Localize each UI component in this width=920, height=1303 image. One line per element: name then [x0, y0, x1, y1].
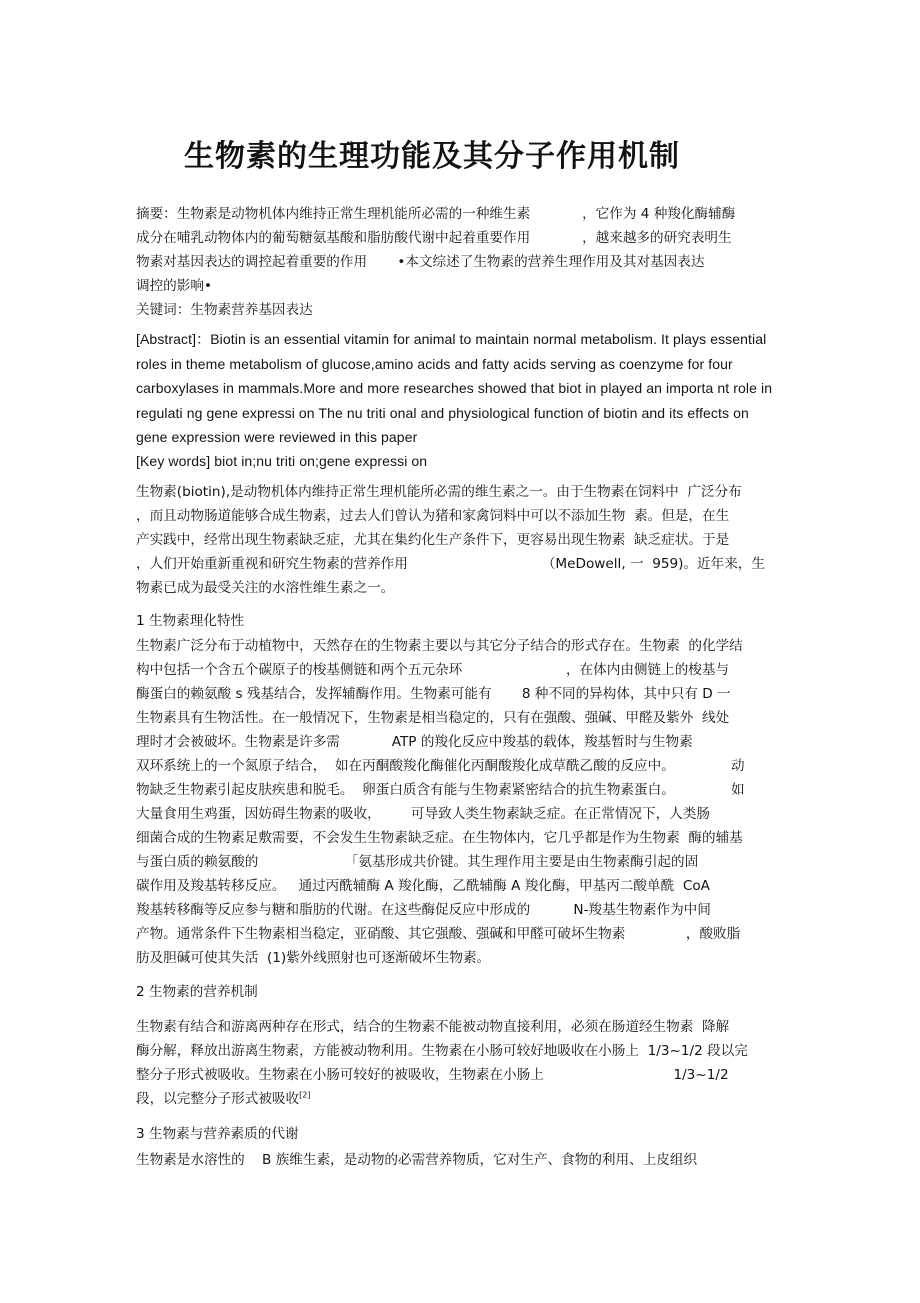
section-1-line: 物缺乏生物素引起皮肤疾患和脱毛。 卵蛋白质含有能与生物素紧密结合的抗生物素蛋白。 如 [136, 782, 745, 798]
intro-line: ，人们开始重新重视和研究生物素的营养作用 （MeDowell, 一 959)。近年来，生 [136, 556, 766, 572]
section-1-line: 细菌合成的生物素足敷需要，不会发生生物素缺乏症。在生物体内，它几乎都是作为生物素 酶的辅基 [136, 830, 743, 846]
section-3-line: 生物素是水溶性的 B 族维生素，是动物的必需营养物质，它对生产、食物的利用、上皮组织 [136, 1152, 698, 1168]
citation-2[interactable]: [2] [299, 1090, 311, 1100]
abstract-cn-line: 摘要：生物素是动物机体内维持正常生理机能所必需的一种维生素 ，它作为 4 种羧化酶辅酶 [136, 206, 736, 222]
abstract-cn-line: 物素对基因表达的调控起着重要的作用 •本文综述了生物素的营养生理作用及其对基因表达 [136, 254, 705, 270]
section-2-line: 酶分解，释放出游离生物素，方能被动物利用。生物素在小肠可较好地吸收在小肠上 1/3~1/2 段以完 [136, 1043, 748, 1059]
intro-line: ，而且动物肠道能够合成生物素，过去人们曾认为猪和家禽饲料中可以不添加生物 素。但是，在生 [136, 508, 730, 524]
abstract-en-line: gene expression were reviewed in this paper [136, 429, 418, 445]
intro-line: 物素已成为最受关注的水溶性维生素之一。 [136, 580, 395, 596]
section-1-line: 肪及胆碱可使其失活 (1)紫外线照射也可逐渐破坏生物素。 [136, 950, 491, 966]
section-2-line-last [136, 1090, 310, 1108]
keywords-cn: 关键词：生物素营养基因表达 [136, 302, 313, 318]
intro-line: 生物素(biotin),是动物机体内维持正常生理机能所必需的维生素之一。由于生物素在饲料中 广泛分布 [136, 484, 742, 500]
section-1-line: 大量食用生鸡蛋，因妨碍生物素的吸收， 可导致人类生物素缺乏症。在正常情况下，人类肠 [136, 806, 710, 822]
page-title: 生物素的生理功能及其分子作用机制 [184, 139, 680, 174]
section-2-heading: 2 生物素的营养机制 [136, 984, 258, 1000]
section-1-line: 产物。通常条件下生物素相当稳定，亚硝酸、其它强酸、强碱和甲醛可破坏生物素 ，酸败脂 [136, 926, 741, 942]
abstract-cn-line: 成分在哺乳动物体内的葡萄糖氨基酸和脂肪酸代谢中起着重要作用 ，越来越多的研究表明生 [136, 230, 732, 246]
section-1-line: 酶蛋白的赖氨酸 s 残基结合，发挥辅酶作用。生物素可能有 8 种不同的异构体，其中只有 D 一 [136, 686, 731, 702]
section-1-line: 双环系统上的一个氮原子结合， 如在丙酮酸羧化酶催化丙酮酸羧化成草酰乙酸的反应中。 动 [136, 758, 745, 774]
section-1-line: 生物素具有生物活性。在一般情况下，生物素是相当稳定的，只有在强酸、强碱、甲醛及紫外 线处 [136, 710, 730, 726]
abstract-en-line: carboxylases in mammals.More and more researches showed that biot in played an importa nt role in [136, 380, 773, 396]
section-1-line: 碳作用及羧基转移反应。 通过丙酰辅酶 A 羧化酶，乙酰辅酶 A 羧化酶，甲基丙二酸单酰 CoA [136, 878, 710, 894]
keywords-en: [Key words] biot in;nu triti on;gene expressi on [136, 453, 428, 469]
section-1-line: 理时才会被破坏。生物素是许多需 ATP 的羧化反应中羧基的载体，羧基暂时与生物素 [136, 734, 693, 750]
section-2-line: 生物素有结合和游离两种存在形式，结合的生物素不能被动物直接利用，必须在肠道经生物素 降解 [136, 1019, 730, 1035]
section-1-heading: 1 生物素理化特性 [136, 613, 245, 629]
intro-line: 产实践中，经常出现生物素缺乏症，尤其在集约化生产条件下，更容易出现生物素 缺乏症状。于是 [136, 532, 730, 548]
abstract-cn-line: 调控的影响• [136, 278, 212, 294]
section-2-line-text: 段，以完整分子形式被吸收 [136, 1091, 300, 1107]
section-1-line: 生物素广泛分布于动植物中，天然存在的生物素主要以与其它分子结合的形式存在。生物素 的化学结 [136, 638, 743, 654]
section-3-heading: 3 生物素与营养素质的代谢 [136, 1126, 299, 1142]
abstract-en-line: regulati ng gene expressi on The nu triti onal and physiological function of biotin and its effects on [136, 405, 749, 421]
section-1-line: 羧基转移酶等反应参与糖和脂肪的代谢。在这些酶促反应中形成的 N-羧基生物素作为中间 [136, 902, 711, 918]
abstract-en-line: [Abstract]：Biotin is an essential vitamin for animal to maintain normal metabolism. It plays essential [136, 331, 767, 347]
abstract-en-line: roles in theme metabolism of glucose,amino acids and fatty acids serving as coenzyme for four [136, 356, 733, 372]
section-1-line: 与蛋白质的赖氨酸的 「氨基形成共价键。其生理作用主要是由生物素酶引起的固 [136, 854, 699, 870]
section-2-line: 整分子形式被吸收。生物素在小肠可较好的被吸收，生物素在小肠上 1/3~1/2 [136, 1067, 729, 1083]
section-1-line: 构中包括一个含五个碳原子的梭基侧链和两个五元杂环 ，在体内由侧链上的梭基与 [136, 662, 730, 678]
